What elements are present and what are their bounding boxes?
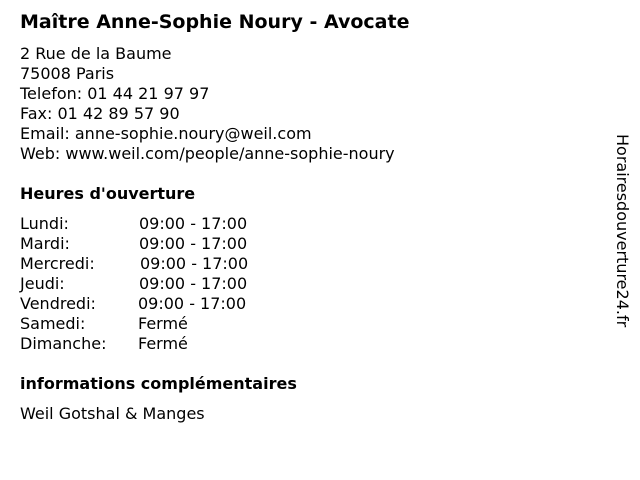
- site-watermark: Horairesdouverture24.fr: [613, 134, 632, 328]
- day-label: Vendredi:: [20, 294, 96, 313]
- phone-line: Telefon: 01 44 21 97 97: [20, 84, 210, 103]
- additional-info-heading: informations complémentaires: [20, 374, 297, 393]
- day-hours: 09:00 - 17:00: [139, 234, 248, 253]
- page-title: Maître Anne-Sophie Noury - Avocate: [20, 11, 410, 33]
- day-label: Jeudi:: [20, 274, 65, 293]
- email-line: Email: anne-sophie.noury@weil.com: [20, 124, 312, 143]
- day-hours: 09:00 - 17:00: [139, 214, 248, 233]
- address-street: 2 Rue de la Baume: [20, 44, 172, 63]
- opening-hours-heading: Heures d'ouverture: [20, 184, 196, 203]
- day-hours: Fermé: [138, 314, 188, 333]
- day-label: Samedi:: [20, 314, 86, 333]
- day-hours: 09:00 - 17:00: [138, 294, 247, 313]
- contact-block: [20, 44, 395, 164]
- fax-line: Fax: 01 42 89 57 90: [20, 104, 180, 123]
- web-line: Web: www.weil.com/people/anne-sophie-noury: [20, 144, 395, 163]
- day-hours: 09:00 - 17:00: [139, 274, 248, 293]
- day-label: Mardi:: [20, 234, 70, 253]
- day-label: Dimanche:: [20, 334, 107, 353]
- day-label: Mercredi:: [20, 254, 95, 273]
- additional-info-text: Weil Gotshal & Manges: [20, 404, 205, 423]
- day-label: Lundi:: [20, 214, 69, 233]
- day-hours: 09:00 - 17:00: [140, 254, 249, 273]
- address-city: 75008 Paris: [20, 64, 115, 83]
- day-hours: Fermé: [138, 334, 188, 353]
